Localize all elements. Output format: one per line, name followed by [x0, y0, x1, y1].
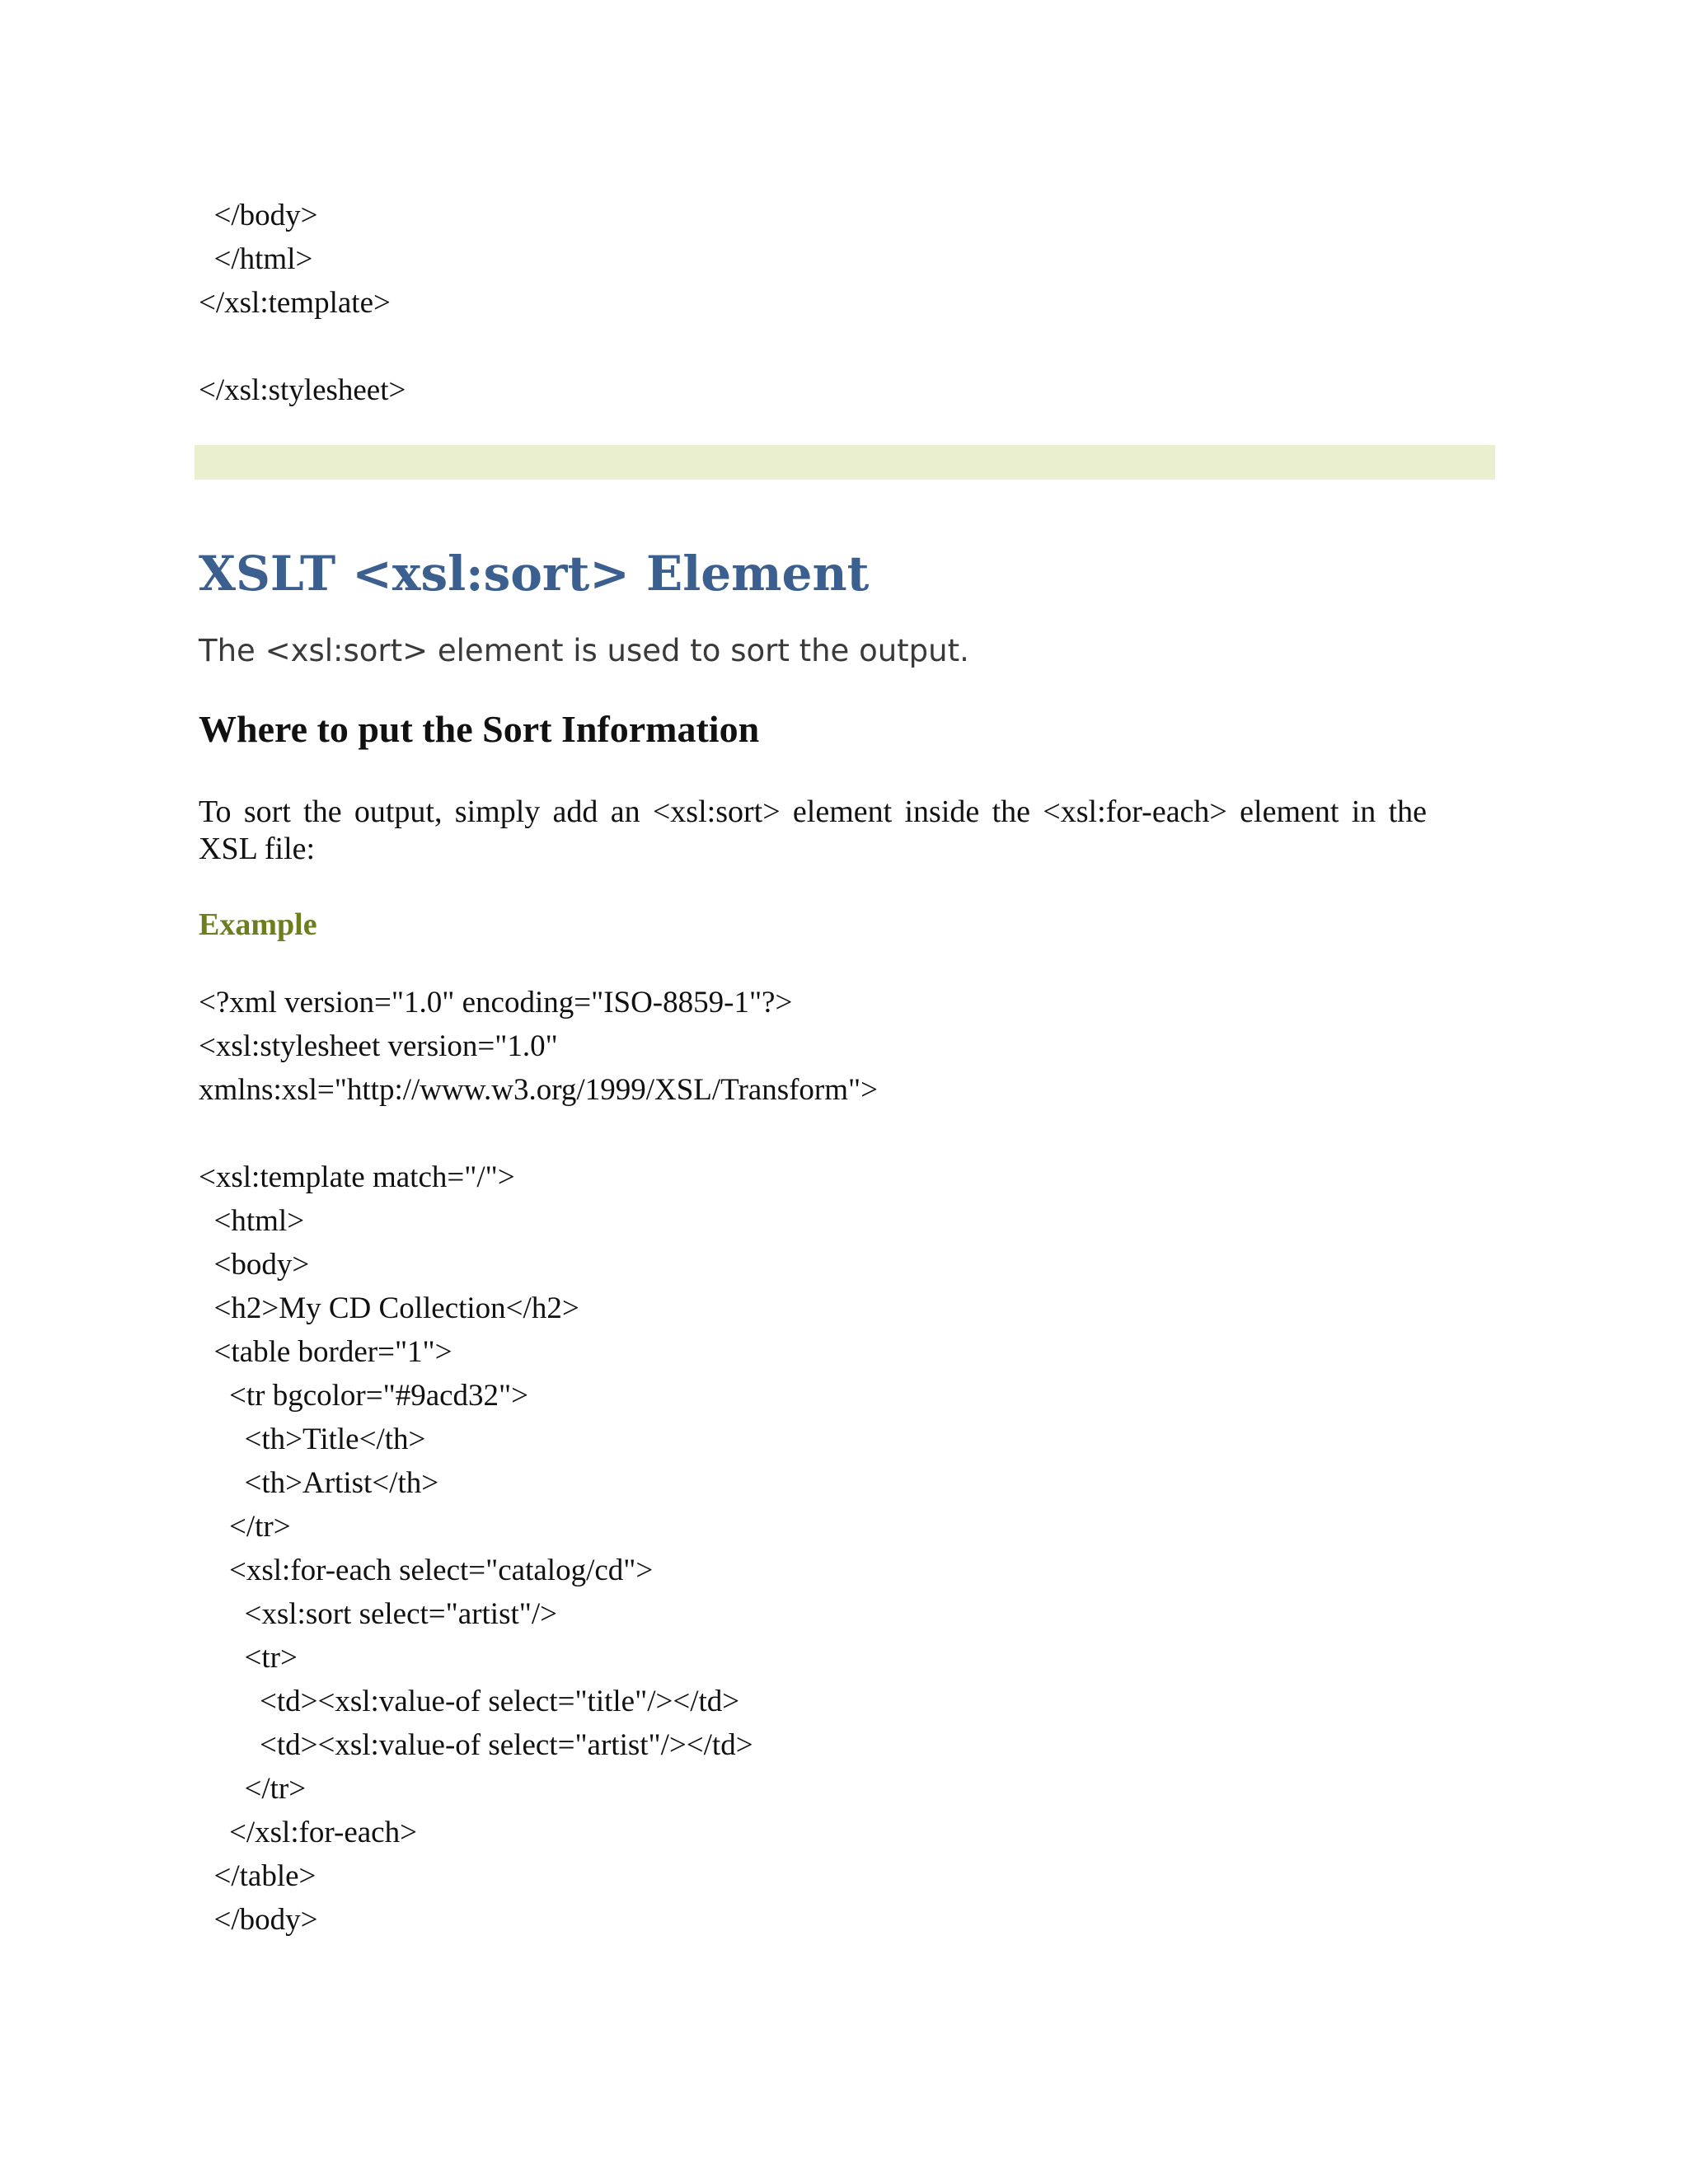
code-line: <html>	[199, 1204, 305, 1238]
code-line: </tr>	[199, 1772, 307, 1806]
example-label: Example	[199, 907, 317, 942]
code-line: <xsl:template match="/">	[199, 1160, 515, 1194]
intro-text: The <xsl:sort> element is used to sort the output.	[199, 633, 969, 668]
code-line: </body>	[199, 1903, 318, 1937]
code-line: xmlns:xsl="http://www.w3.org/1999/XSL/Transform">	[199, 1073, 878, 1107]
code-line: <td><xsl:value-of select="title"/></td>	[199, 1685, 740, 1718]
code-line: <body>	[199, 1248, 310, 1282]
code-line: <xsl:sort select="artist"/>	[199, 1597, 558, 1631]
code-line: </html>	[199, 242, 313, 276]
code-line: <tr bgcolor="#9acd32">	[199, 1379, 529, 1413]
code-line: <h2>My CD Collection</h2>	[199, 1291, 579, 1325]
code-line: </table>	[199, 1859, 316, 1893]
body-paragraph	[199, 794, 1427, 868]
paragraph-line: To sort the output, simply add an <xsl:sort> element inside the <xsl:for-each> element in the	[199, 794, 1427, 829]
code-line: <xsl:stylesheet version="1.0"	[199, 1029, 558, 1063]
code-line: <table border="1">	[199, 1335, 452, 1369]
code-line: <xsl:for-each select="catalog/cd">	[199, 1554, 654, 1587]
code-line: </tr>	[199, 1510, 291, 1544]
subheading: Where to put the Sort Information	[199, 708, 760, 750]
paragraph-line: XSL file:	[199, 832, 316, 866]
code-line: <th>Title</th>	[199, 1422, 426, 1456]
code-line: </xsl:template>	[199, 286, 391, 320]
section-divider-band	[195, 445, 1495, 480]
code-line: </xsl:stylesheet>	[199, 373, 406, 407]
code-line: <th>Artist</th>	[199, 1466, 439, 1500]
code-line: <tr>	[199, 1641, 298, 1675]
code-line: </body>	[199, 199, 318, 232]
code-line: <td><xsl:value-of select="artist"/></td>	[199, 1728, 753, 1762]
section-title: XSLT <xsl:sort> Element	[199, 546, 870, 602]
code-line: <?xml version="1.0" encoding="ISO-8859-1"?>	[199, 986, 793, 1019]
code-line: </xsl:for-each>	[199, 1816, 417, 1849]
